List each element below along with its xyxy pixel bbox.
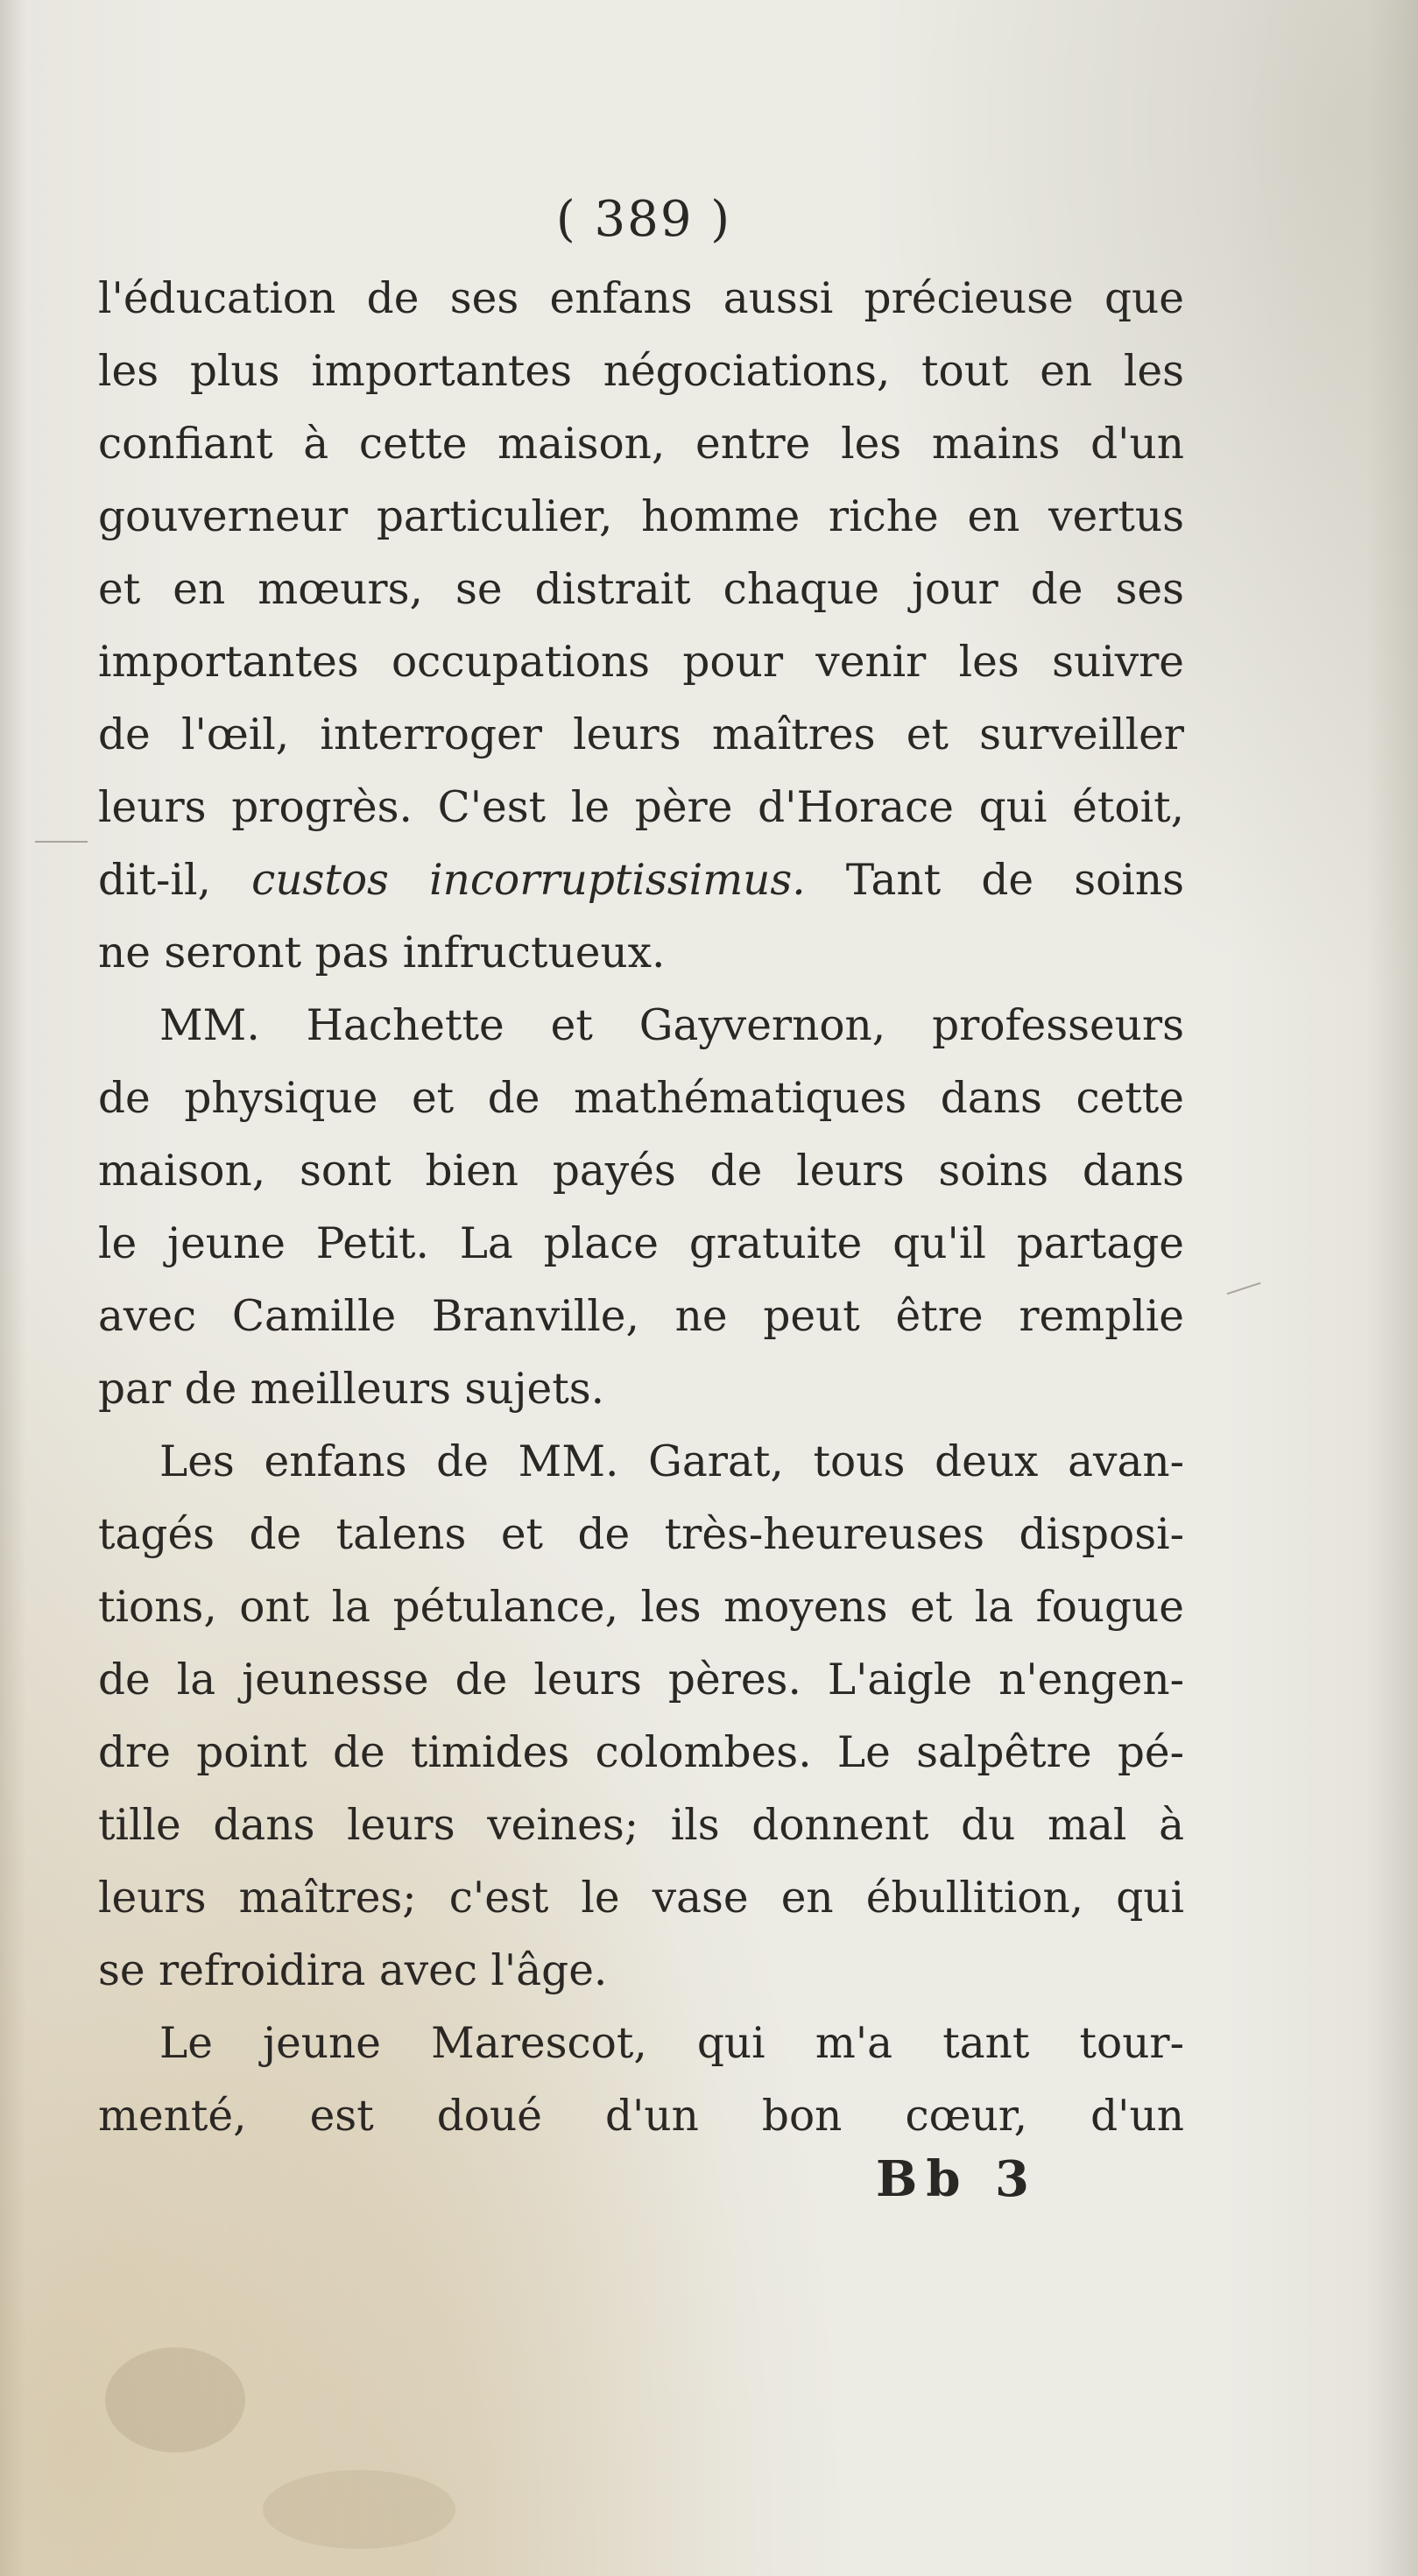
text-line: dre point de timides colombes. Le salpêtre pé- [98, 1728, 1184, 1777]
signature-mark: Bb 3 [876, 2150, 1038, 2208]
text-line: menté, est doué d'un bon cœur, d'un [98, 2092, 1184, 2141]
text-line: ne seront pas infructueux. [98, 928, 666, 977]
body-text [98, 263, 1184, 2153]
page-number: ( 389 ) [555, 191, 732, 248]
text-line: tagés de talens et de très-heureuses disposi- [98, 1510, 1184, 1559]
text-line: leurs progrès. C'est le père d'Horace qui étoit, [98, 783, 1184, 832]
text-line: tille dans leurs veines; ils donnent du mal à [98, 1801, 1184, 1850]
text-segment: Tant de soins [805, 856, 1185, 905]
text-line: l'éducation de ses enfans aussi précieuse que [98, 274, 1184, 323]
text-line: MM. Hachette et Gayvernon, professeurs [159, 1001, 1184, 1050]
text-line: leurs maîtres; c'est le vase en ébullition, qui [98, 1874, 1184, 1923]
text-segment: dit-il, [98, 856, 252, 905]
text-line: par de meilleurs sujets. [98, 1365, 605, 1414]
latin-quotation: custos incorruptissimus. [251, 856, 806, 905]
text-line: et en mœurs, se distrait chaque jour de ses [98, 565, 1184, 614]
text-line: avec Camille Branville, ne peut être remplie [98, 1292, 1184, 1341]
text-line: Le jeune Marescot, qui m'a tant tour- [159, 2019, 1184, 2068]
text-line: de la jeunesse de leurs pères. L'aigle n'engen- [98, 1655, 1184, 1704]
text-line: de physique et de mathématiques dans cette [98, 1074, 1184, 1123]
text-line: importantes occupations pour venir les suivre [98, 638, 1184, 687]
text-line: tions, ont la pétulance, les moyens et la fougue [98, 1583, 1184, 1632]
margin-mark [1227, 1282, 1261, 1295]
text-line: se refroidira avec l'âge. [98, 1946, 608, 1995]
text-line: les plus importantes négociations, tout en les [98, 347, 1184, 396]
text-line-with-italic [98, 844, 1184, 917]
text-line: maison, sont bien payés de leurs soins dans [98, 1147, 1184, 1196]
text-line: confiant à cette maison, entre les mains d'un [98, 420, 1184, 469]
paper-stain [263, 2470, 455, 2549]
text-line: de l'œil, interroger leurs maîtres et surveiller [98, 710, 1184, 759]
text-line: gouverneur particulier, homme riche en vertus [98, 492, 1184, 541]
paper-stain [105, 2347, 245, 2452]
margin-mark [35, 841, 88, 843]
text-line: Les enfans de MM. Garat, tous deux avan- [159, 1437, 1184, 1486]
text-line: le jeune Petit. La place gratuite qu'il partage [98, 1219, 1184, 1268]
